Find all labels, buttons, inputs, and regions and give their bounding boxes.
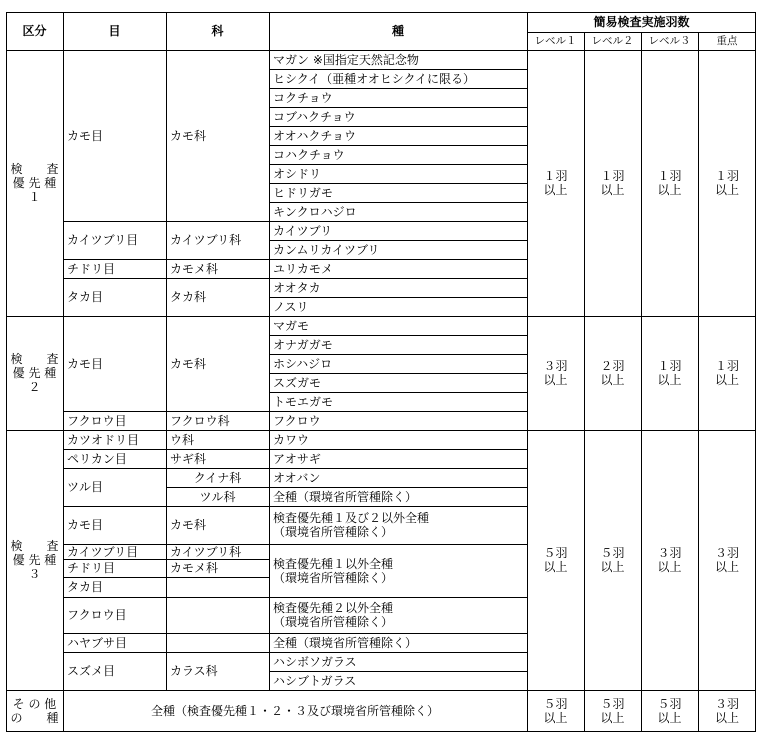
hline bbox=[269, 107, 527, 108]
group-1-order-kamo: カモ目 bbox=[67, 128, 104, 143]
group-1-order-taka: タカ目 bbox=[67, 290, 104, 304]
hline bbox=[269, 183, 527, 184]
other-description: 全種（検査優先種１・２・３及び環境省所管種除く） bbox=[150, 704, 439, 718]
border-left bbox=[6, 12, 7, 732]
hline bbox=[269, 126, 527, 127]
group-1-count-level-1: １羽 以上 bbox=[543, 169, 568, 197]
vline-category bbox=[63, 12, 64, 732]
species-row: マガン ※国指定天然記念物 bbox=[273, 52, 419, 67]
species-row: コクチョウ bbox=[273, 90, 333, 105]
group-3-family-kamome: カモメ科 bbox=[170, 561, 219, 575]
hline bbox=[269, 202, 527, 203]
other-count-priority: ３羽 以上 bbox=[714, 697, 739, 725]
species-row: 全種（環境省所管種除く） bbox=[273, 635, 418, 650]
species-row: オオバン bbox=[273, 470, 321, 485]
group-3-order-suzume: スズメ目 bbox=[67, 664, 116, 678]
species-row: ホシハジロ bbox=[273, 356, 333, 371]
species-row: 検査優先種１以外全種 （環境省所管種除く） bbox=[273, 556, 394, 585]
species-row: ノスリ bbox=[273, 299, 309, 314]
group-2-order-fukurou: フクロウ目 bbox=[67, 413, 127, 428]
species-row: キンクロハジロ bbox=[273, 204, 357, 219]
species-row: 検査優先種１及び２以外全種 （環境省所管種除く） bbox=[273, 511, 430, 539]
hline bbox=[63, 544, 527, 545]
species-row: オオタカ bbox=[273, 280, 321, 295]
species-row: カンムリカイツブリ bbox=[273, 242, 380, 257]
species-row: カワウ bbox=[273, 432, 310, 447]
header-order: 目 bbox=[108, 24, 121, 38]
hline bbox=[63, 577, 269, 578]
group-2-order-kamo: カモ目 bbox=[67, 356, 104, 371]
hline bbox=[269, 145, 527, 146]
species-row: コハクチョウ bbox=[273, 147, 345, 162]
group-3-label: 検 査 優 先 種 ３ bbox=[10, 539, 59, 581]
survey-table bbox=[6, 12, 756, 732]
vline-level-2 bbox=[584, 32, 585, 732]
hline bbox=[269, 88, 527, 89]
header-count-group: 簡易検査実施羽数 bbox=[593, 15, 690, 29]
hline-group-1-end bbox=[6, 316, 756, 317]
hline bbox=[63, 506, 527, 507]
hline bbox=[63, 597, 527, 598]
header-category: 区分 bbox=[22, 24, 47, 38]
header-species: 種 bbox=[391, 24, 404, 38]
group-3-order-taka: タカ目 bbox=[67, 580, 104, 594]
group-3-count-level-2: ５羽 以上 bbox=[600, 546, 625, 574]
hline bbox=[63, 633, 527, 634]
hline bbox=[63, 411, 527, 412]
group-1-family-taka: タカ科 bbox=[170, 290, 207, 304]
hline-header bbox=[6, 50, 756, 51]
species-row: ハシボソガラス bbox=[273, 654, 357, 669]
hline bbox=[63, 559, 269, 560]
group-1-order-chidori: チドリ目 bbox=[67, 261, 116, 276]
hline bbox=[63, 259, 527, 260]
species-row: トモエガモ bbox=[273, 394, 334, 409]
group-1-count-level-3: １羽 以上 bbox=[657, 169, 682, 197]
species-row: ハシブトガラス bbox=[273, 673, 357, 688]
species-row: コブハクチョウ bbox=[273, 109, 356, 124]
header-level-priority: 重点 bbox=[716, 35, 738, 47]
hline bbox=[63, 221, 527, 222]
group-3-count-level-3: ３羽 以上 bbox=[657, 546, 682, 574]
species-row: マガモ bbox=[273, 318, 310, 333]
group-1-family-kamo: カモ科 bbox=[170, 128, 207, 143]
group-3-family-kaitsuburi: カイツブリ科 bbox=[170, 544, 242, 559]
vline-priority bbox=[698, 32, 699, 732]
group-2-family-fukurou: フクロウ科 bbox=[170, 413, 230, 428]
species-row: オナガガモ bbox=[273, 337, 333, 352]
header-level-3: レベル３ bbox=[648, 35, 691, 47]
group-3-order-kaitsuburi: カイツブリ目 bbox=[67, 544, 139, 559]
hline bbox=[269, 164, 527, 165]
species-row: スズガモ bbox=[273, 375, 322, 390]
species-row: ヒシクイ（亜種オオヒシクイに限る） bbox=[273, 71, 475, 86]
other-count-level-2: ５羽 以上 bbox=[600, 697, 625, 725]
group-1-count-level-2: １羽 以上 bbox=[600, 169, 625, 197]
group-3-family-kuina: クイナ科 bbox=[193, 470, 242, 485]
group-1-family-kaitsuburi: カイツブリ科 bbox=[170, 233, 242, 247]
header-level-1: レベル１ bbox=[534, 35, 577, 47]
group-1-label: 検 査 優 先 種 １ bbox=[10, 162, 59, 204]
other-count-level-3: ５羽 以上 bbox=[657, 697, 682, 725]
hline bbox=[269, 335, 527, 336]
hline bbox=[269, 354, 527, 355]
vline-level-3 bbox=[641, 32, 642, 732]
hline bbox=[269, 297, 527, 298]
hline bbox=[269, 671, 527, 672]
group-3-count-priority: ３羽 以上 bbox=[714, 546, 739, 574]
species-row: 検査優先種２以外全種 （環境省所管種除く） bbox=[273, 601, 394, 629]
group-2-count-priority: １羽 以上 bbox=[714, 359, 739, 387]
species-row: ヒドリガモ bbox=[273, 185, 333, 200]
hline bbox=[269, 69, 527, 70]
species-row: オオハクチョウ bbox=[273, 128, 357, 143]
species-row: カイツブリ bbox=[273, 223, 333, 238]
other-count-level-1: ５羽 以上 bbox=[543, 697, 568, 725]
group-1-count-priority: １羽 以上 bbox=[714, 169, 739, 197]
group-3-family-sagi: サギ科 bbox=[170, 451, 207, 466]
hline bbox=[269, 392, 527, 393]
hline bbox=[63, 449, 527, 450]
group-1-family-kamome: カモメ科 bbox=[170, 261, 219, 276]
hline-group-2-end bbox=[6, 430, 756, 431]
hline-count-group bbox=[527, 32, 756, 33]
group-3-order-tsuru: ツル目 bbox=[67, 480, 104, 494]
species-row: オシドリ bbox=[273, 166, 322, 181]
other-label: そ の 他 の 種 bbox=[10, 697, 59, 725]
group-3-family-u: ウ科 bbox=[170, 432, 195, 447]
group-3-family-tsuru: ツル科 bbox=[199, 489, 236, 504]
species-row: アオサギ bbox=[273, 451, 321, 466]
group-3-order-katsuodori: カツオドリ目 bbox=[67, 432, 140, 447]
group-2-count-level-1: ３羽 以上 bbox=[543, 359, 568, 387]
group-2-label: 検 査 優 先 種 ２ bbox=[10, 352, 59, 394]
group-3-order-perikan: ペリカン目 bbox=[67, 451, 127, 466]
group-3-order-fukurou: フクロウ目 bbox=[67, 608, 127, 622]
species-row: ユリカモメ bbox=[273, 261, 333, 276]
border-right bbox=[755, 12, 756, 732]
vline-family bbox=[269, 12, 270, 690]
border-top bbox=[6, 12, 756, 13]
group-3-order-chidori: チドリ目 bbox=[67, 561, 116, 575]
species-row: 全種（環境省所管種除く） bbox=[273, 489, 418, 504]
hline bbox=[269, 240, 527, 241]
vline-species bbox=[527, 12, 528, 732]
group-2-count-level-2: ２羽 以上 bbox=[600, 359, 625, 387]
vline-order bbox=[166, 12, 167, 690]
hline-group-3-end bbox=[6, 690, 756, 691]
group-3-family-karasu: カラス科 bbox=[170, 664, 218, 678]
border-bottom bbox=[6, 731, 756, 732]
hline bbox=[63, 652, 527, 653]
group-2-family-kamo: カモ科 bbox=[170, 356, 207, 371]
hline bbox=[166, 487, 527, 488]
group-3-family-kamo: カモ科 bbox=[170, 518, 207, 532]
header-level-2: レベル２ bbox=[591, 35, 634, 47]
species-row: フクロウ bbox=[273, 413, 321, 428]
group-2-count-level-3: １羽 以上 bbox=[657, 359, 682, 387]
hline bbox=[269, 373, 527, 374]
group-3-count-level-1: ５羽 以上 bbox=[543, 546, 568, 574]
group-3-order-kamo: カモ目 bbox=[67, 518, 104, 532]
hline bbox=[63, 278, 527, 279]
header-family: 科 bbox=[211, 24, 224, 38]
group-1-order-kaitsuburi: カイツブリ目 bbox=[67, 233, 139, 247]
hline bbox=[63, 468, 527, 469]
group-3-order-hayabusa: ハヤブサ目 bbox=[67, 635, 128, 650]
